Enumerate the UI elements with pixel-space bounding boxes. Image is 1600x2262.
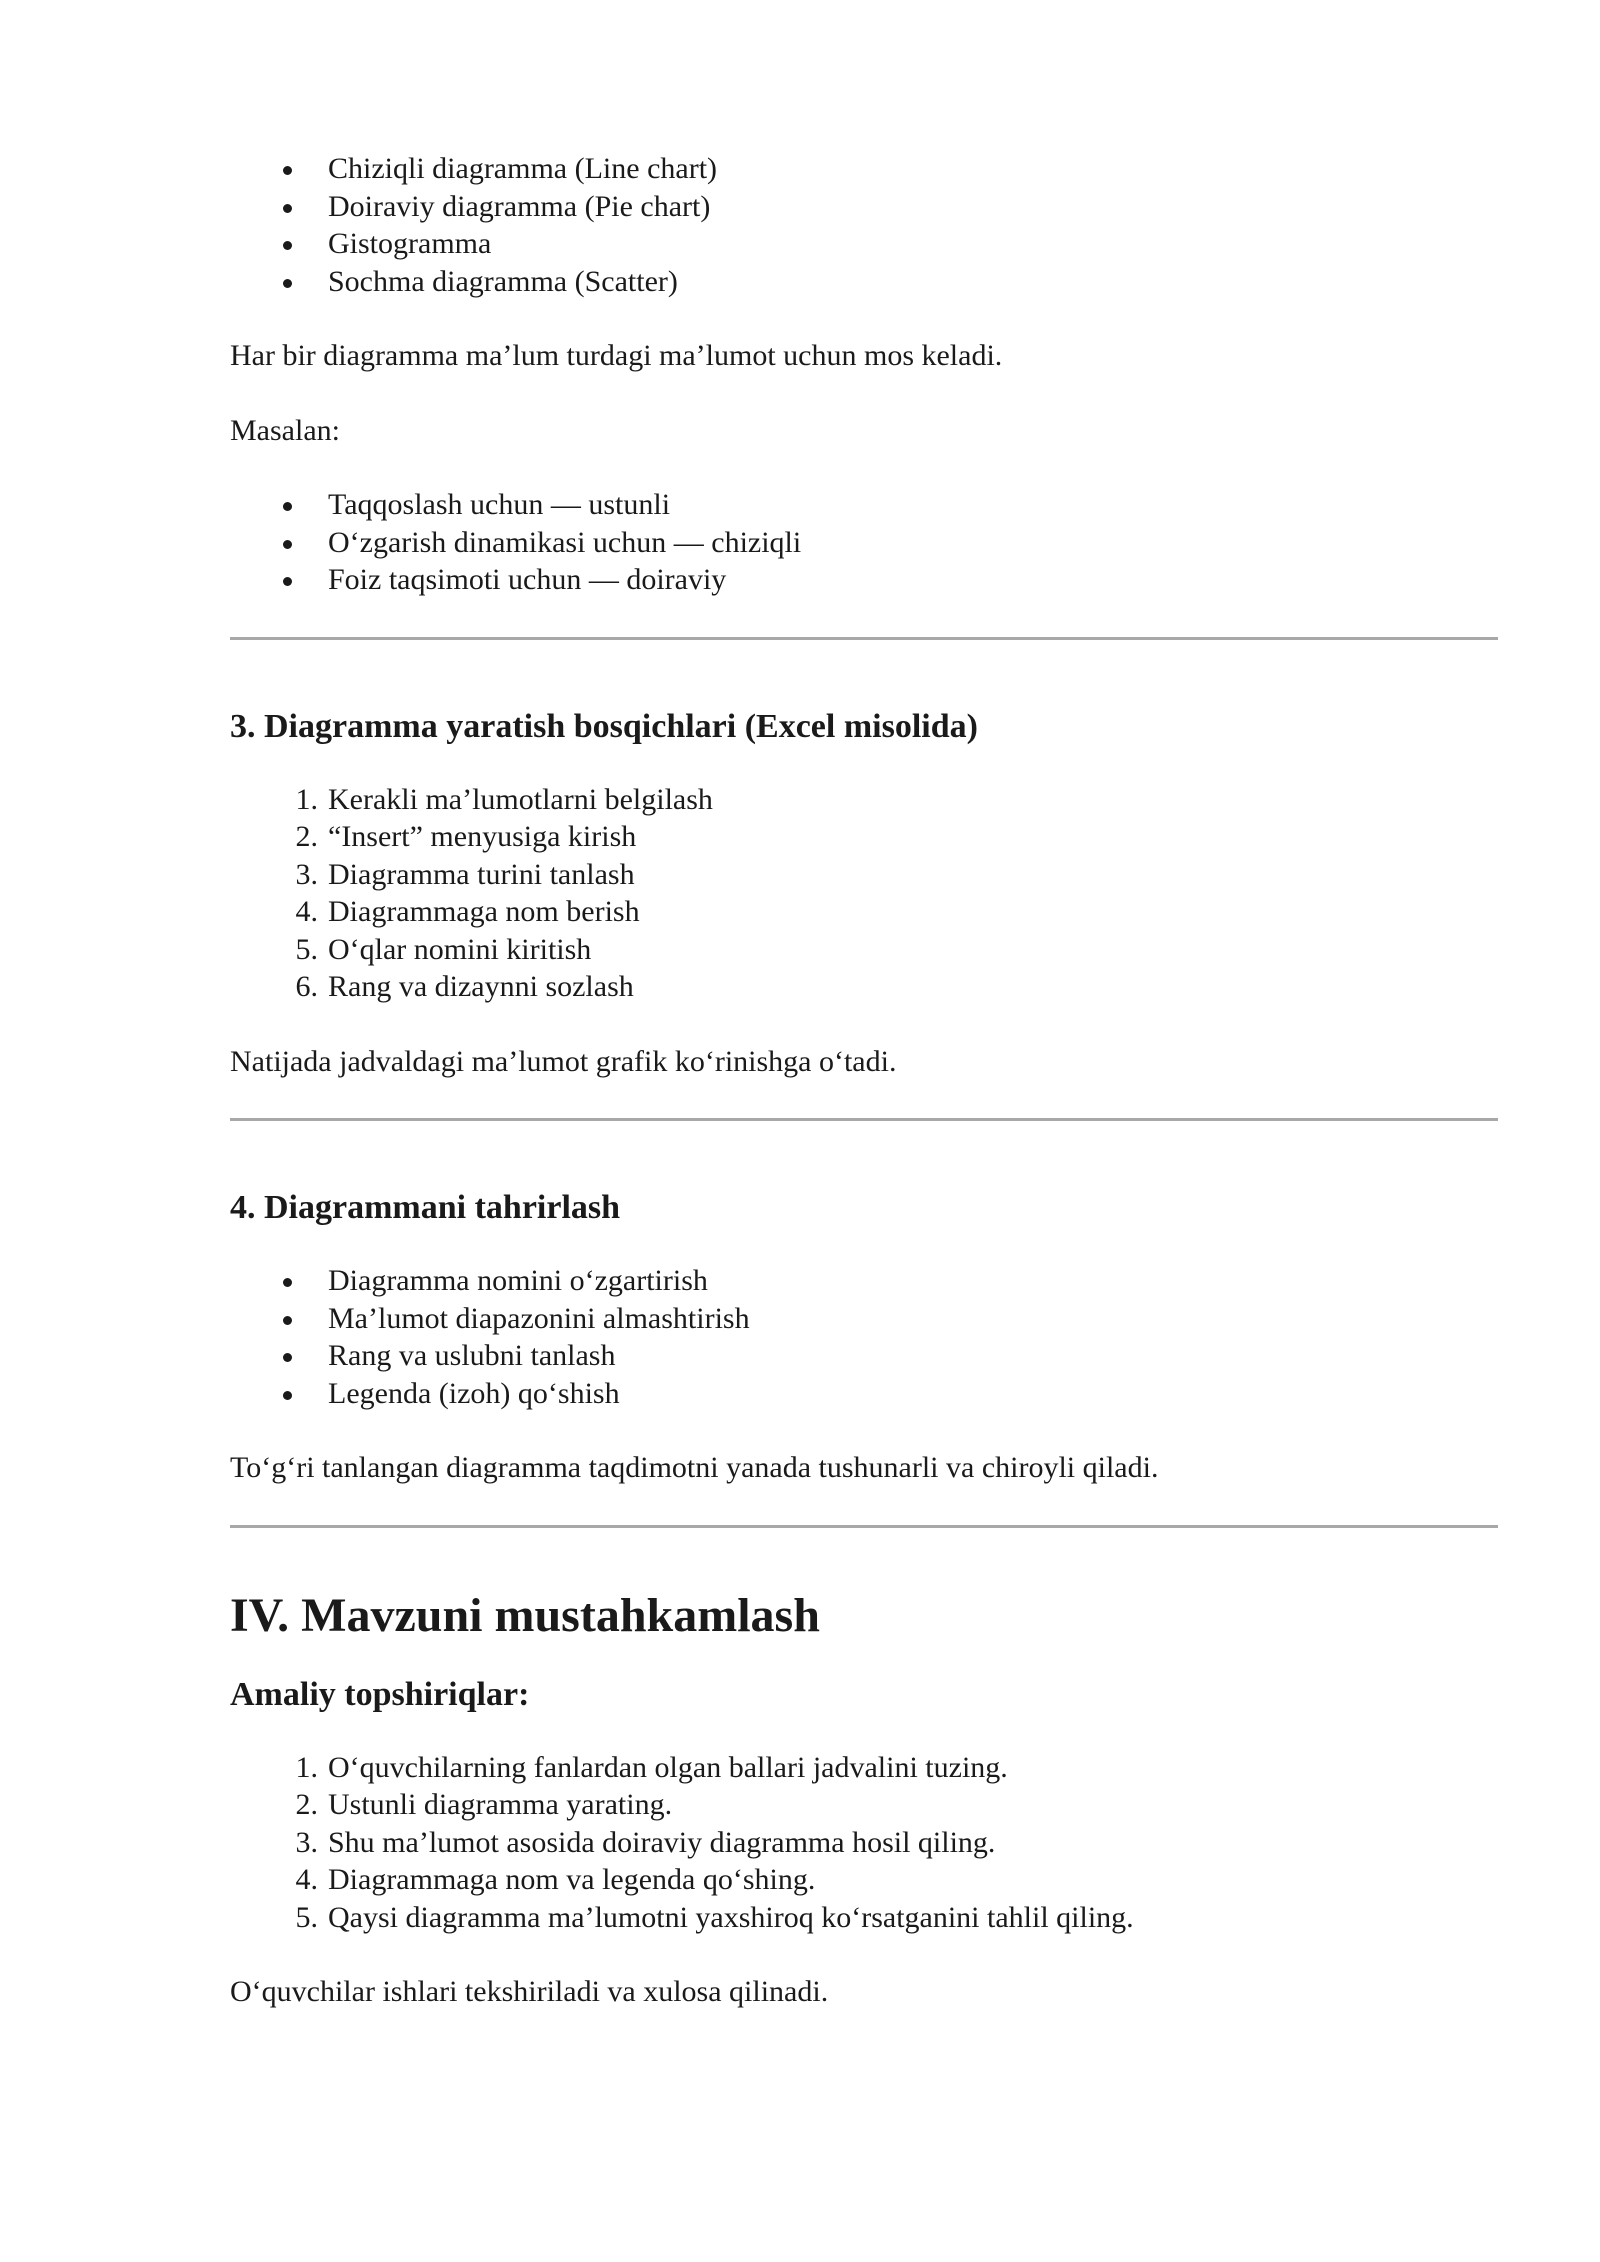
- list-text: Qaysi diagramma ma’lumotni yaxshiroq ko‘rsatganini tahlil qiling.: [328, 1900, 1134, 1934]
- list-number: 5.: [295, 1900, 318, 1934]
- list-number: 3.: [295, 857, 318, 891]
- list-item: [295, 1899, 1498, 1937]
- list-number: 2.: [295, 820, 318, 853]
- list-number: 1.: [295, 1750, 318, 1784]
- list-item: [295, 893, 1498, 931]
- list-item: [295, 856, 1498, 894]
- part-heading: IV. Mavzuni mustahkamlash: [230, 1588, 820, 1642]
- list-item: [295, 781, 1498, 819]
- list-text: Diagrammaga nom va legenda qo‘shing.: [328, 1863, 816, 1896]
- examples-list: [230, 486, 1498, 599]
- list-item: [295, 931, 1498, 969]
- section-heading: 4. Diagrammani tahrirlash: [230, 1189, 621, 1226]
- list-item: Taqqoslash uchun — ustunli: [328, 486, 1498, 524]
- horizontal-rule: [230, 637, 1498, 640]
- list-number: 6.: [295, 970, 318, 1003]
- subheading: Amaliy topshiriqlar:: [230, 1675, 530, 1713]
- paragraph: Masalan:: [230, 413, 340, 447]
- list-text: Kerakli ma’lumotlarni belgilash: [328, 782, 713, 816]
- list-text: O‘qlar nomini kiritish: [328, 932, 592, 966]
- horizontal-rule: [230, 1525, 1498, 1528]
- section-heading: 3. Diagramma yaratish bosqichlari (Excel misolida): [230, 707, 978, 745]
- list-item: Doiraviy diagramma (Pie chart): [328, 188, 1498, 226]
- list-item: Ma’lumot diapazonini almashtirish: [328, 1300, 1498, 1338]
- list-item: Rang va uslubni tanlash: [328, 1337, 1498, 1375]
- paragraph: Natijada jadvaldagi ma’lumot grafik ko‘rinishga o‘tadi.: [230, 1044, 897, 1078]
- list-item: Foiz taqsimoti uchun — doiraviy: [328, 561, 1498, 599]
- list-number: 4.: [295, 1863, 318, 1896]
- list-item: Legenda (izoh) qo‘shish: [328, 1375, 1498, 1413]
- list-item: [295, 1749, 1498, 1787]
- steps-list: [230, 781, 1498, 1006]
- list-text: Diagramma turini tanlash: [328, 857, 635, 891]
- list-item: O‘zgarish dinamikasi uchun — chiziqli: [328, 524, 1498, 562]
- list-text: Shu ma’lumot asosida doiraviy diagramma hosil qiling.: [328, 1825, 996, 1859]
- document-page: [230, 150, 1498, 2011]
- tasks-list: [230, 1749, 1498, 1937]
- list-item: [295, 1824, 1498, 1862]
- list-item: Sochma diagramma (Scatter): [328, 263, 1498, 301]
- paragraph: Har bir diagramma ma’lum turdagi ma’lumot uchun mos keladi.: [230, 339, 1003, 372]
- list-number: 4.: [295, 895, 318, 928]
- list-item: Gistogramma: [328, 225, 1498, 263]
- list-text: Diagrammaga nom berish: [328, 895, 640, 928]
- list-number: 3.: [295, 1825, 318, 1859]
- list-item: Diagramma nomini o‘zgartirish: [328, 1262, 1498, 1300]
- list-text: Ustunli diagramma yarating.: [328, 1788, 673, 1821]
- list-number: 5.: [295, 932, 318, 966]
- chart-types-list: [230, 150, 1498, 300]
- list-text: Rang va dizaynni sozlash: [328, 970, 634, 1003]
- list-text: “Insert” menyusiga kirish: [328, 820, 637, 853]
- horizontal-rule: [230, 1118, 1498, 1121]
- paragraph: O‘quvchilar ishlari tekshiriladi va xulosa qilinadi.: [230, 1975, 829, 2008]
- list-number: 2.: [295, 1788, 318, 1821]
- paragraph: To‘g‘ri tanlangan diagramma taqdimotni yanada tushunarli va chiroyli qiladi.: [230, 1451, 1159, 1484]
- list-item: [295, 818, 1498, 856]
- list-text: O‘quvchilarning fanlardan olgan ballari jadvalini tuzing.: [328, 1750, 1008, 1784]
- list-item: [295, 968, 1498, 1006]
- list-item: [295, 1786, 1498, 1824]
- editing-list: [230, 1262, 1498, 1412]
- list-number: 1.: [295, 782, 318, 816]
- list-item: [295, 1861, 1498, 1899]
- list-item: Chiziqli diagramma (Line chart): [328, 150, 1498, 188]
